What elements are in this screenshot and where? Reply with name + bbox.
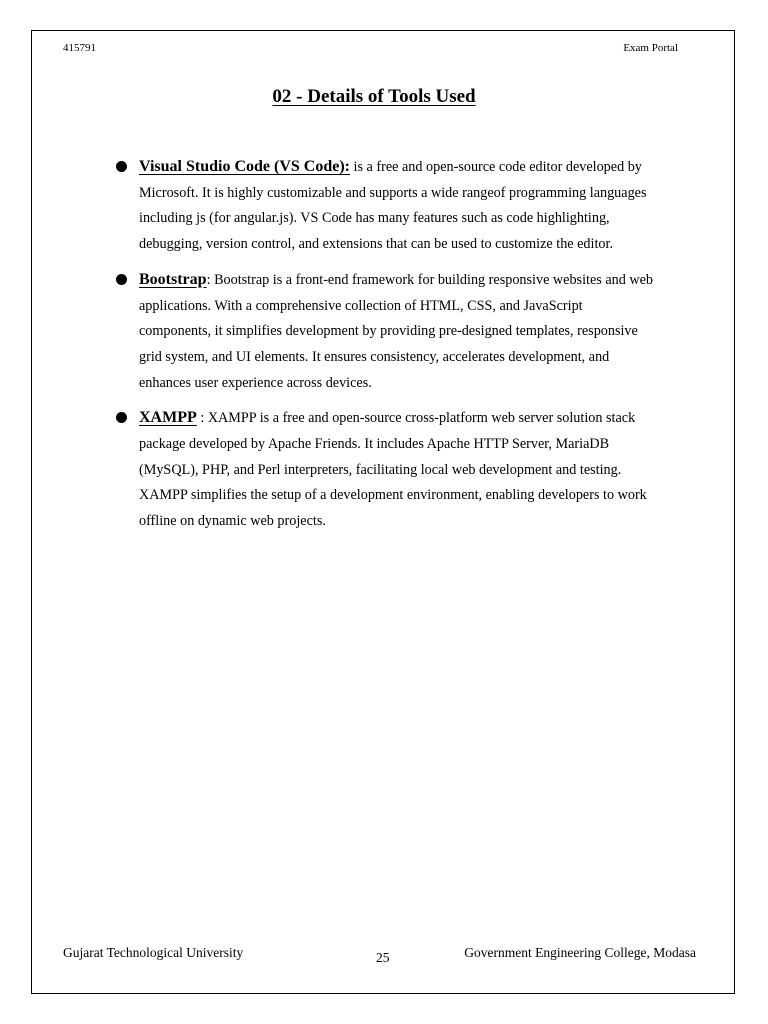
bullet-icon	[116, 412, 127, 423]
header-project-name: Exam Portal	[623, 42, 678, 54]
header-document-id: 415791	[63, 42, 96, 54]
footer-college: Government Engineering College, Modasa	[464, 945, 696, 960]
tool-item-vscode	[114, 154, 654, 258]
tool-item-xampp	[114, 405, 654, 535]
tools-list	[114, 154, 654, 544]
page-number: 25	[376, 950, 390, 965]
tool-name: Bootstrap	[139, 270, 207, 288]
tool-description: is a free and open-source code editor developed by Microsoft. It is highly customizable and supports a wide rangeof programming languages including js (for angular.js). VS Code has many features such as code highlighting, debugging, version control, and extensions that can be used to customize the editor.	[139, 159, 647, 253]
tool-description: XAMPP is a free and open-source cross-platform web server solution stack package developed by Apache Friends. It includes Apache HTTP Server, MariaDB (MySQL), PHP, and Perl interpreters, facilitating local web development and testing. XAMPP simplifies the setup of a development environment, enabling developers to work offline on dynamic web projects.	[139, 410, 647, 530]
tool-name: Visual Studio Code (VS Code):	[139, 158, 350, 175]
tool-description: Bootstrap is a front-end framework for building responsive websites and web applications. With a comprehensive collection of HTML, CSS, and JavaScript components, it simplifies development by providing pre-designed templates, responsive grid system, and UI elements. It ensures consistency, accelerates development, and enhances user experience across devices.	[139, 271, 653, 391]
tool-item-bootstrap	[114, 267, 654, 397]
page-title: 02 - Details of Tools Used	[272, 86, 476, 107]
tool-separator: :	[196, 410, 208, 427]
footer-university: Gujarat Technological University	[63, 945, 244, 960]
tool-name: XAMPP	[139, 409, 197, 427]
tool-separator: :	[206, 271, 215, 288]
bullet-icon	[116, 161, 127, 172]
bullet-icon	[116, 274, 127, 285]
